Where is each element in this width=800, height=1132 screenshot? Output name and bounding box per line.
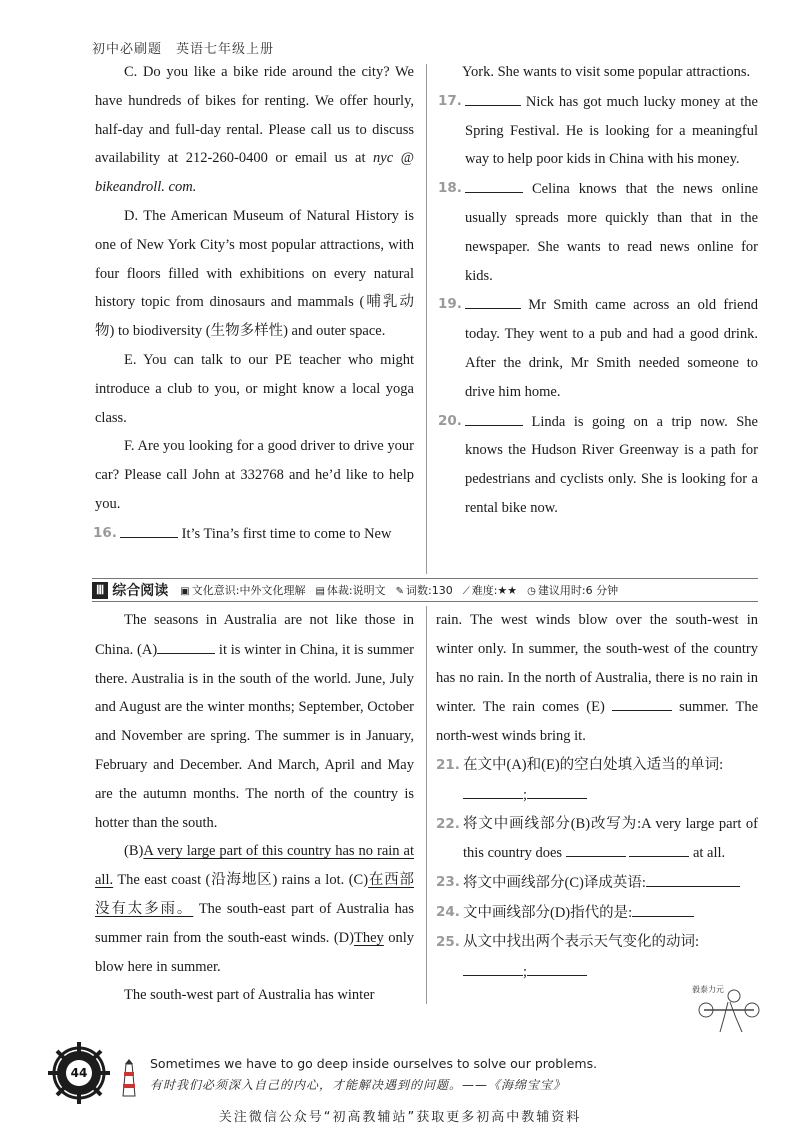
question-21: 21. 在文中(A)和(E)的空白处填入适当的单词: ; — [436, 751, 758, 810]
promo-note: 关注微信公众号“初高教辅站”获取更多初高中教辅资料 — [218, 1110, 582, 1125]
answer-blank[interactable] — [465, 290, 521, 309]
section-header-bar — [92, 578, 758, 602]
question-18: 18. Celina knows that the news online usually spreads more quickly than that in the newspaper. She wants to read news online for kids. — [438, 174, 758, 290]
quote-chinese: 有时我们必须深入自己的内心，才能解决遇到的问题。——《海绵宝宝》 — [150, 1078, 567, 1092]
book-icon: ▣ — [180, 586, 190, 597]
section-number: Ⅲ — [92, 582, 108, 599]
options-column — [95, 58, 414, 549]
passage-paragraph-3: The south-west part of Australia has winter — [124, 987, 375, 1004]
option-d: D. The American Museum of Natural History is one of New York City’s most popular attractions, with four floors filled with exhibitions on every natural history topic from dinosaurs and mammals (哺乳动物) to biodiversity (生物多样性) and outer space. — [95, 207, 414, 340]
section-title: 综合阅读 — [112, 583, 169, 599]
question-24: 24. 文中画线部分(D)指代的是: — [436, 898, 758, 928]
column-divider-bottom — [426, 606, 427, 1004]
answer-blank[interactable] — [463, 957, 523, 976]
quote-english: Sometimes we have to go deep inside ourselves to solve our problems. — [150, 1056, 598, 1071]
weightlifter-mascot-icon — [690, 980, 760, 1040]
underline-d: They — [353, 929, 384, 946]
answer-blank[interactable] — [465, 407, 523, 426]
answer-blank[interactable] — [646, 868, 740, 887]
answer-blank[interactable] — [527, 957, 587, 976]
passage-right-column — [436, 606, 758, 986]
option-c-email: nyc @ bikeandroll. com. — [95, 150, 414, 196]
meta-difficulty: ⟋ 难度:★★ — [462, 584, 518, 597]
blank-e[interactable] — [612, 692, 672, 711]
question-number: 17. — [438, 92, 462, 109]
questions-column — [438, 58, 758, 523]
option-c: C. Do you like a bike ride around the city? We have hundreds of bikes for renting. We offer hourly, half-day and full-day rental. Please call us to discuss availability at 212-260-0400 or email us at nyc @ bikeandroll. com. — [95, 64, 414, 196]
meta-genre: ▤ 体裁:说明文 — [315, 584, 386, 597]
page-footer — [46, 1040, 766, 1100]
mascot-caption: 毅泰力元 — [692, 985, 724, 994]
column-divider-top — [426, 64, 427, 574]
question-22: 22. 将文中画线部分(B)改写为:A very large part of this country does at all. — [436, 810, 758, 869]
lighthouse-icon — [118, 1058, 140, 1098]
underline-b: A very large part of this country has no rain at all. — [95, 843, 414, 889]
question-number: 25. — [436, 933, 460, 950]
question-20: 20. Linda is going on a trip now. She knows the Hudson River Greenway is a path for pedestrians and cyclists only. She is looking for a rental bike now. — [438, 407, 758, 523]
question-19: 19. Mr Smith came across an old friend today. They went to a pub and had a good drink. After the drink, Mr Smith needed someone to drive him home. — [438, 290, 758, 406]
passage-paragraph-2: (B)A very large part of this country has no rain at all. The east coast (沿海地区) rains a lot. (C)在西部没有太多雨。 The south-east part of Australia has summer rain from the south-east winds. (D)They only blow here in summer. — [95, 843, 415, 975]
passage-paragraph-1: The seasons in Australia are not like those in China. (A) it is winter in China, it is summer there. Australia is in the south of the world. June, July and August are the winter months; September, October and November are spring. The summer is in January, February and December. And March, April and May are the autumn months. The north of the country is hotter than the south. — [95, 612, 414, 831]
question-number: 24. — [436, 903, 460, 920]
question-number: 19. — [438, 296, 462, 313]
question-25: 25. 从文中找出两个表示天气变化的动词: ; — [436, 928, 758, 987]
meta-words: ✎ 词数:130 — [395, 584, 453, 597]
passage-paragraph-3-continued: rain. The west winds blow over the south-west in winter only. In summer, the south-west of the country has no rain. In the north of Australia, there is no rain in winter. The rain comes (E) summer. The north-west winds bring it. — [436, 612, 759, 745]
chart-icon: ⟋ — [462, 586, 470, 597]
answer-blank[interactable] — [527, 780, 587, 799]
answer-blank[interactable] — [632, 898, 694, 917]
question-number: 23. — [436, 874, 460, 891]
answer-blank[interactable] — [463, 780, 523, 799]
question-number: 21. — [436, 756, 460, 773]
pen-icon: ✎ — [395, 586, 405, 597]
question-number: 20. — [438, 412, 462, 429]
question-16-continued: York. She wants to visit some popular attractions. — [462, 64, 751, 80]
question-23: 23. 将文中画线部分(C)译成英语: — [436, 868, 758, 898]
page-number: 44 — [66, 1060, 92, 1086]
question-number: 22. — [436, 815, 460, 832]
question-number: 18. — [438, 180, 462, 197]
answer-blank[interactable] — [566, 838, 626, 857]
answer-blank[interactable] — [465, 174, 523, 193]
blank-a[interactable] — [157, 635, 215, 654]
running-header — [92, 38, 274, 57]
question-number: 16. — [93, 524, 117, 541]
answer-blank[interactable] — [465, 87, 521, 106]
document-icon: ▤ — [315, 586, 325, 597]
underline-c: 在西部没有太多雨。 — [95, 872, 415, 917]
answer-blank[interactable] — [120, 519, 178, 538]
meta-culture: ▣ 文化意识:中外文化理解 — [180, 584, 306, 597]
passage-left-column — [95, 606, 414, 1010]
option-f: F. Are you looking for a good driver to drive your car? Please call John at 332768 and he’d like to help you. — [95, 438, 414, 512]
subject-name: 英语七年级上册 — [176, 42, 275, 57]
option-e: E. You can talk to our PE teacher who might introduce a club to you, or might know a local yoga class. — [95, 351, 414, 426]
question-16: 16. It’s Tina’s first time to come to New — [93, 519, 414, 549]
question-17: 17. Nick has got much lucky money at the Spring Festival. He is looking for a meaningful way to help poor kids in China with his money. — [438, 87, 758, 174]
clock-icon: ◷ — [527, 586, 536, 597]
series-name: 初中必刷题 — [92, 42, 163, 57]
meta-time: ◷ 建议用时:6 分钟 — [527, 584, 619, 597]
answer-blank[interactable] — [629, 838, 689, 857]
